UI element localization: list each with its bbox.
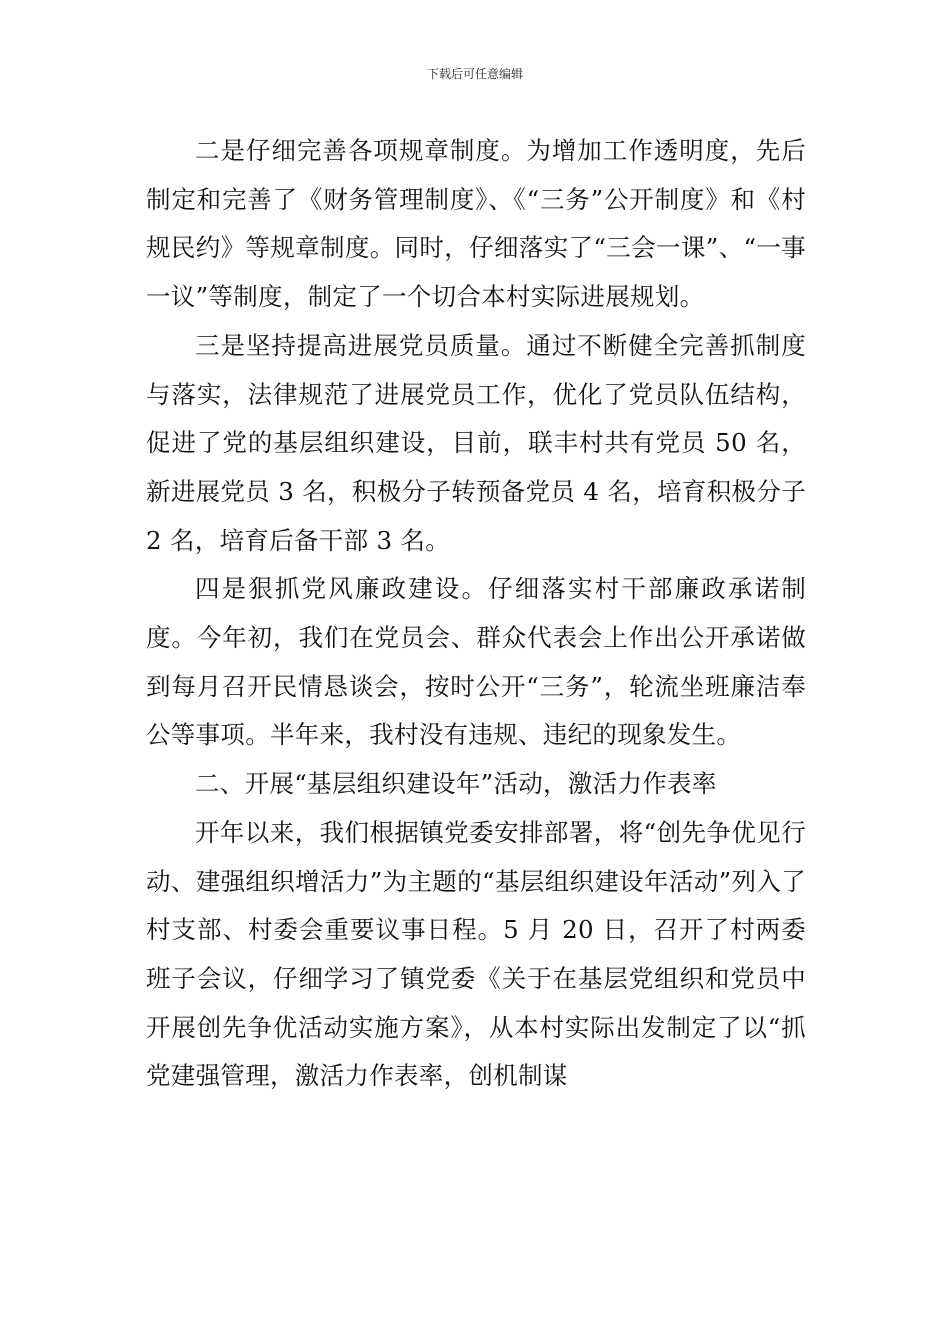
paragraph-regulations: 二是仔细完善各项规章制度。为增加工作透明度，先后制定和完善了《财务管理制度》、《“三务”公开制度》和《村规民约》等规章制度。同时，仔细落实了“三会一课”、“一事一议”等制度，制定了一个切合本村实际进展规划。 (146, 136, 806, 312)
section-heading: 二、开展“基层组织建设年”活动，激活力作表率 (195, 769, 717, 799)
page-header: 下载后可任意编辑 (426, 67, 523, 81)
paragraph-activity: 开年以来，我们根据镇党委安排部署，将“创先争优见行动、建强组织增活力”为主题的“基层组织建设年活动”列入了村支部、村委会重要议事日程。5 月 20 日，召开了村两委班子会议，仔细学习了镇党委《关于在基层党组织和党员中开展创先争优活动实施方案》，从本村实际出发制定了以“抓党建强管理，激活力作表率，创机制谋 (146, 817, 806, 1091)
paragraph-party-members: 三是坚持提高进展党员质量。通过不断健全完善抓制度与落实，法律规范了进展党员工作，优化了党员队伍结构，促进了党的基层组织建设，目前，联丰村共有党员 50 名，新进展党员 3 名，积极分子转预备党员 4 名，培育积极分子 2 名，培育后备干部 3 名。 (146, 330, 806, 555)
document-body (146, 127, 806, 1101)
paragraph-integrity: 四是狠抓党风廉政建设。仔细落实村干部廉政承诺制度。今年初，我们在党员会、群众代表会上作出公开承诺做到每月召开民情恳谈会，按时公开“三务”，轮流坐班廉洁奉公等事项。半年来，我村没有违规、违纪的现象发生。 (146, 574, 806, 750)
